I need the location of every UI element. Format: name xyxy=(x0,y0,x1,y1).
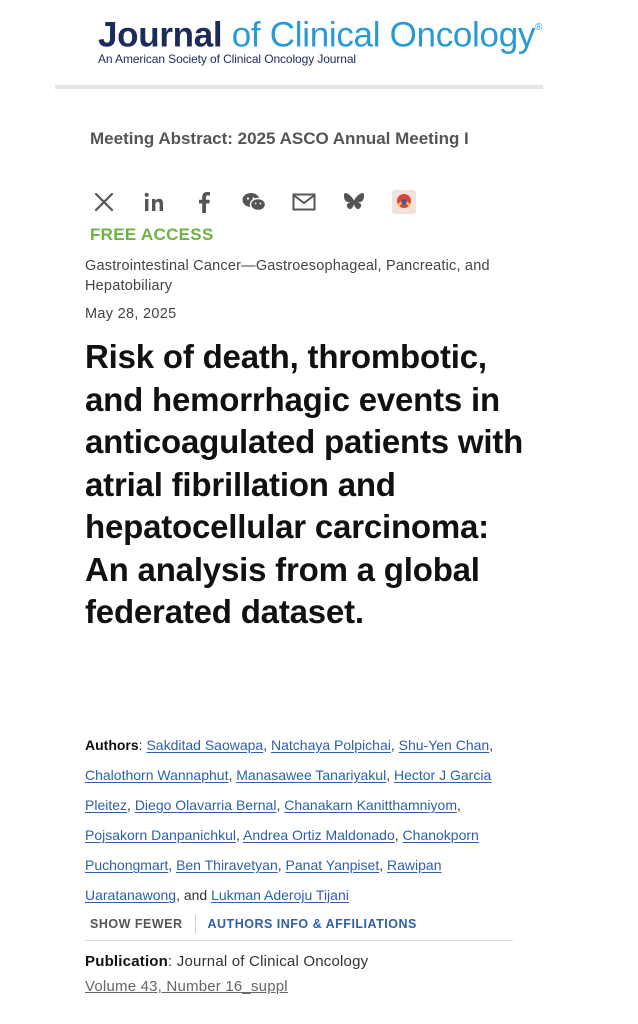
author-links xyxy=(85,737,493,903)
author-separator: , xyxy=(390,737,399,753)
share-toolbar xyxy=(90,188,440,216)
header-divider xyxy=(55,85,543,89)
author-link[interactable]: Lukman Aderoju Tijani xyxy=(211,887,349,903)
mendeley-icon[interactable] xyxy=(390,188,418,216)
author-actions xyxy=(90,912,417,936)
author-separator: , xyxy=(168,857,177,873)
author-link[interactable]: Diego Olavarria Bernal xyxy=(134,797,277,813)
email-icon[interactable] xyxy=(290,188,318,216)
author-link[interactable]: Rawipan Uaratanawong xyxy=(85,857,442,903)
article-title: Risk of death, thrombotic, and hemorrhagic events in anticoagulated patients with atrial fibrillation and hepatocellular carcinoma: An analysis from a global federated dataset. xyxy=(85,338,524,630)
author-link[interactable]: Panat Yanpiset xyxy=(285,857,380,873)
show-fewer-button[interactable]: SHOW FEWER xyxy=(90,917,183,931)
author-separator: , xyxy=(386,767,394,783)
publication-date: May 28, 2025 xyxy=(85,306,177,322)
author-link[interactable]: Chalothorn Wannaphut xyxy=(85,767,229,783)
authors-info-affiliations-link[interactable]: AUTHORS INFO & AFFILIATIONS xyxy=(207,917,417,931)
author-link[interactable]: Chanakarn Kanitthamniyom xyxy=(284,797,457,813)
author-separator: , xyxy=(228,767,237,783)
author-separator: , xyxy=(379,857,387,873)
article-category: Gastrointestinal Cancer—Gastroesophageal, Pancreatic, and Hepatobiliary xyxy=(85,258,490,294)
author-separator: , xyxy=(489,737,494,753)
publication-label-separator: : xyxy=(168,953,177,970)
author-separator: , xyxy=(277,857,286,873)
logo-journal-word: Journal xyxy=(98,15,223,55)
logo-registered-mark: ® xyxy=(535,22,543,33)
logo-subtitle: An American Society of Clinical Oncology Journal xyxy=(98,51,356,66)
action-divider xyxy=(195,915,196,933)
x-icon[interactable] xyxy=(90,188,118,216)
publication-info xyxy=(85,953,368,970)
author-separator: , xyxy=(394,827,403,843)
journal-header xyxy=(98,12,543,66)
logo-rest-words: of Clinical Oncology xyxy=(222,15,536,55)
author-link[interactable]: Pojsakorn Danpanichkul xyxy=(85,827,236,843)
publication-journal[interactable]: Journal of Clinical Oncology xyxy=(176,953,369,970)
wechat-icon[interactable] xyxy=(240,188,268,216)
authors-label: Authors xyxy=(85,737,139,753)
author-separator: , xyxy=(263,737,271,753)
author-separator: , xyxy=(276,797,285,813)
author-link[interactable]: Manasawee Tanariyakul xyxy=(236,767,387,783)
authors-label-separator: : xyxy=(138,737,147,753)
meeting-abstract-label: Meeting Abstract: 2025 ASCO Annual Meeting I xyxy=(90,129,469,148)
linkedin-icon[interactable] xyxy=(140,188,168,216)
author-link[interactable]: Chanokporn Puchongmart xyxy=(85,827,479,873)
author-separator: , xyxy=(235,827,243,843)
author-link[interactable]: Ben Thiravetyan xyxy=(176,857,278,873)
author-link[interactable]: Natchaya Polpichai xyxy=(271,737,391,753)
free-access-badge: FREE ACCESS xyxy=(90,225,214,244)
author-link[interactable]: Hector J Garcia Pleitez xyxy=(85,767,492,813)
authors-divider xyxy=(85,940,513,941)
authors-list xyxy=(85,730,515,910)
author-link[interactable]: Shu-Yen Chan xyxy=(398,737,490,753)
author-link[interactable]: Sakditad Saowapa xyxy=(146,737,264,753)
author-separator: , and xyxy=(176,887,212,903)
author-link[interactable]: Andrea Ortiz Maldonado xyxy=(243,827,395,843)
author-separator: , xyxy=(127,797,135,813)
volume-issue-link[interactable]: Volume 43, Number 16_suppl xyxy=(85,978,288,995)
journal-logo[interactable] xyxy=(98,12,543,56)
bluesky-icon[interactable] xyxy=(340,188,368,216)
author-separator: , xyxy=(456,797,461,813)
publication-label: Publication xyxy=(85,953,169,970)
facebook-icon[interactable] xyxy=(190,188,218,216)
